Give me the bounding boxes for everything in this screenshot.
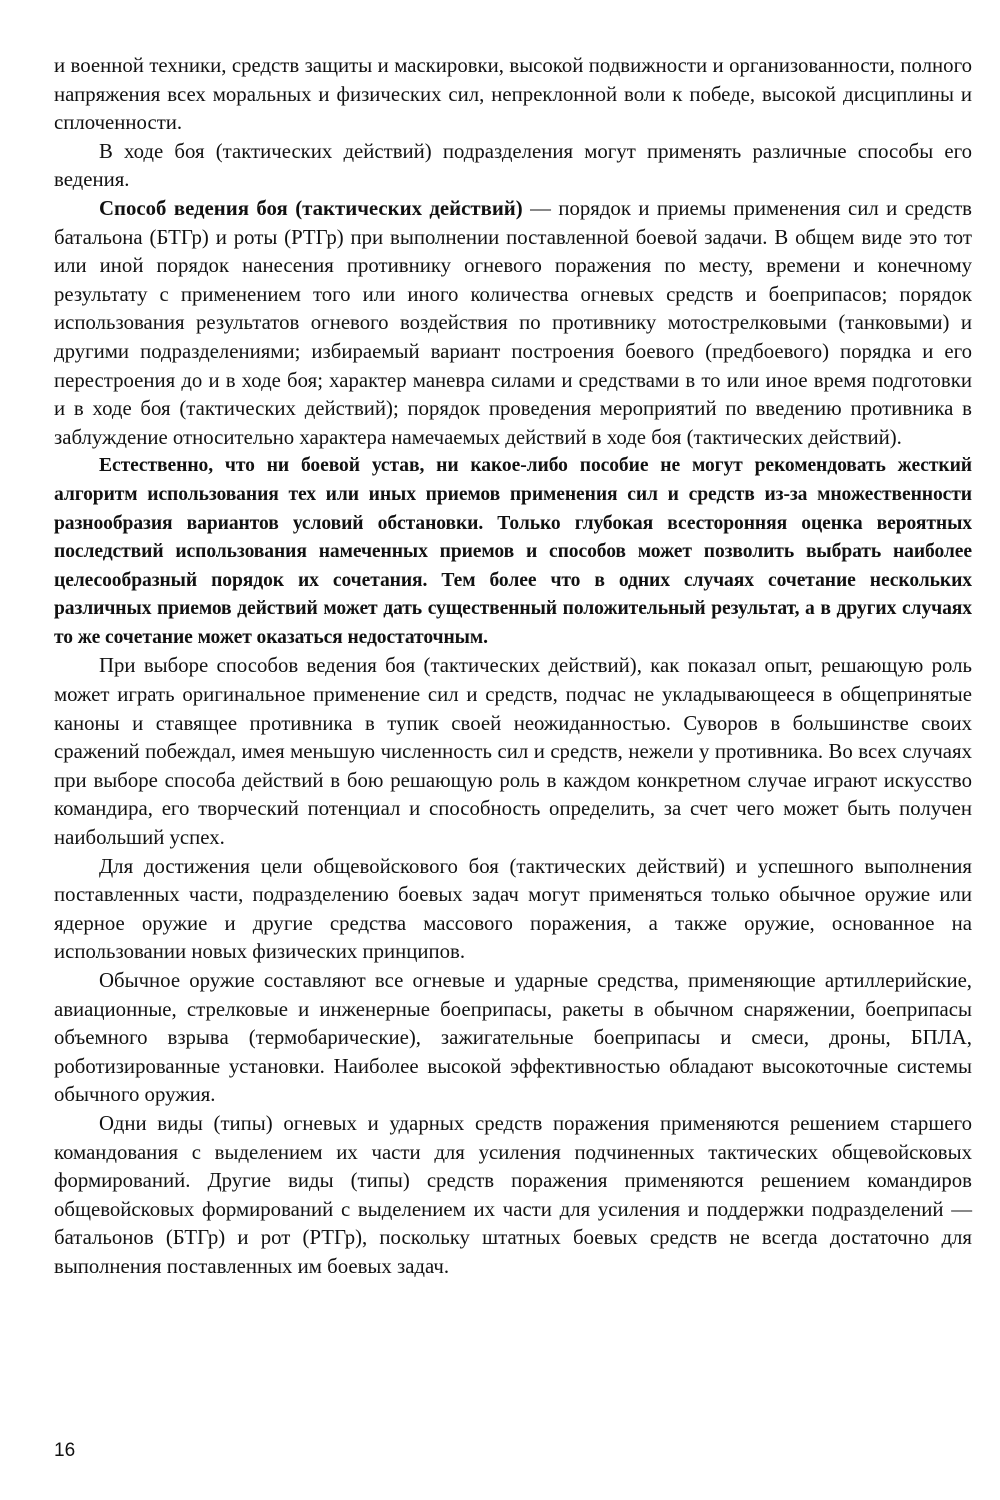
definition-term: Способ ведения боя (тактических действий): [99, 196, 523, 220]
paragraph-definition: [54, 195, 972, 452]
paragraph-goal-of-combat: Для достижения цели общевойскового боя (тактических действий) и успешного выполнения поставленных части, подразделению боевых задач могут применяться только обычное оружие или ядерное оружие и другие средства массового поражения, а также оружие, основанное на использовании новых физических принципов.: [54, 854, 972, 964]
definition-text: — порядок и приемы применения сил и средств батальона (БТГр) и роты (РТГр) при выполнении поставленной боевой задачи. В общем виде это тот или иной порядок нанесения противнику огневого поражения по месту, времени и конечному результату с применением того или иного количества огневых средств и боеприпасов; порядок использования результатов огневого воздействия по противнику мотострелковыми (танковыми) и другими подразделениями; избираемый вариант построения боевого (предбоевого) порядка и его перестроения до и в ходе боя; характер маневра силами и средствами в то или иное время подготовки и в ходе боя (тактических действий); порядок проведения мероприятий по введению противника в заблуждение относительно характера намечаемых действий в ходе боя (тактических действий).: [54, 196, 972, 449]
paragraph-weapon-types: Одни виды (типы) огневых и ударных средств поражения применяются решением старшего командования с выделением их части для усиления подчиненных тактических общевойсковых формирований. Другие виды (типы) средств поражения применяются решением командиров общевойсковых формирований с выделением их части для усиления и поддержки подразделений — батальонов (БТГр) и рот (РТГр), поскольку штатных боевых средств не всегда достаточно для выполнения поставленных им боевых задач.: [54, 1111, 972, 1278]
paragraph-conventional-weapons: Обычное оружие составляют все огневые и ударные средства, применяющие артиллерийские, авиационные, стрелковые и инженерные боеприпасы, ракеты в обычном снаряжении, боеприпасы объемного взрыва (термобарические), зажигательные боеприпасы и смеси, дроны, БПЛА, роботизированные установки. Наиболее высокой эффективностью обладают высокоточные системы обычного оружия.: [54, 969, 972, 1107]
paragraph-combat-methods-intro: В ходе боя (тактических действий) подразделения могут применять различные способы его ведения.: [54, 139, 972, 192]
paragraph-emphasis: Естественно, что ни боевой устав, ни какое-либо пособие не могут рекомендовать жесткий алгоритм использования тех или иных приемов применения сил и средств из-за множественности разнообразия вариантов условий обстановки. Только глубокая всесторонняя оценка вероятных последствий использования намеченных приемов и способов может позволить выбрать наиболее целесообразный порядок их сочетания. Тем более что в одних случаях сочетание нескольких различных приемов действий может дать существенный положительный результат, а в других случаях то же сочетание может оказаться недостаточным.: [54, 455, 972, 648]
paragraph-choice-of-methods: При выборе способов ведения боя (тактических действий), как показал опыт, решающую роль может играть оригинальное применение сил и средств, подчас не укладывающееся в общепринятые каноны и ставящее противника в тупик своей неожиданностью. Суворов в большинстве своих сражений побеждал, имея меньшую численность сил и средств, нежели у противника. Во всех случаях при выборе способа действий в бою решающую роль в каждом конкретном случае играют искусство командира, его творческий потенциал и способность определить, за счет чего может быть получен наибольший успех.: [54, 654, 972, 850]
page-number: 16: [54, 1440, 76, 1461]
page-text: [54, 52, 972, 1282]
paragraph-continued: и военной техники, средств защиты и маскировки, высокой подвижности и организованности, полного напряжения всех моральных и физических сил, непреклонной воли к победе, высокой дисциплины и сплоченности.: [54, 54, 972, 135]
